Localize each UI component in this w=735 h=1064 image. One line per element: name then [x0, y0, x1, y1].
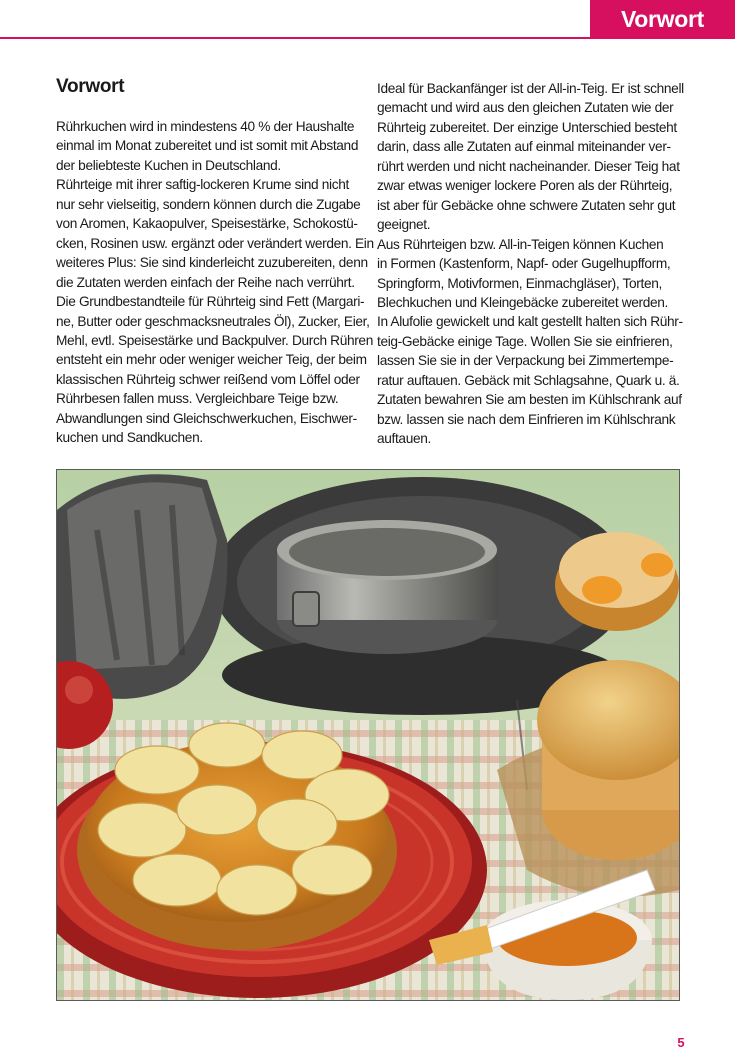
- text-line: von Aromen, Kakaopulver, Speisestärke, Schokostü-: [56, 216, 358, 232]
- page-heading: Vorwort: [56, 76, 125, 97]
- baking-photo: [56, 469, 680, 1001]
- text-line: Rührteig zubereitet. Der einzige Unterschied besteht: [377, 119, 677, 135]
- text-line: Die Grundbestandteile für Rührteig sind Fett (Margari-: [56, 294, 365, 310]
- text-line: Rührkuchen wird in mindestens 40 % der Haushalte: [56, 119, 355, 134]
- text-line: auftauen.: [377, 431, 431, 447]
- text-line: in Formen (Kastenform, Napf- oder Gugelhupfform,: [377, 256, 671, 272]
- text-line: geeignet.: [377, 217, 431, 233]
- section-tab: Vorwort: [590, 0, 735, 39]
- text-line: Zutaten bewahren Sie am besten im Kühlschrank auf: [377, 392, 682, 408]
- text-line: Abwandlungen sind Gleichschwerkuchen, Eischwer-: [56, 410, 357, 426]
- text-line: Blechkuchen und Kleingebäcke zubereitet werden.: [377, 294, 668, 310]
- text-line: rührt werden und nicht nacheinander. Dieser Teig hat: [377, 158, 680, 174]
- text-line: Mehl, evtl. Speisestärke und Backpulver. Durch Rühren: [56, 332, 373, 348]
- text-line: gemacht und wird aus den gleichen Zutaten wie der: [377, 100, 674, 116]
- text-line: Springform, Motivformen, Einmachgläser), Torten,: [377, 275, 662, 291]
- text-line: cken, Rosinen usw. ergänzt oder verändert werden. Ein: [56, 235, 374, 251]
- text-column-right: [377, 79, 684, 449]
- text-line: In Alufolie gewickelt und kalt gestellt halten sich Rühr-: [377, 314, 683, 330]
- text-line: die Zutaten werden einfach der Reihe nach verrührt.: [56, 274, 355, 290]
- text-line: zwar etwas weniger lockere Poren als der Rührteig,: [377, 178, 673, 194]
- text-line: entsteht ein mehr oder weniger weicher Teig, der beim: [56, 352, 367, 368]
- text-column-left: [56, 117, 374, 448]
- text-line: klassischen Rührteig schwer reißend vom Löffel oder: [56, 371, 360, 387]
- text-line: teig-Gebäcke einige Tage. Wollen Sie sie einfrieren,: [377, 333, 673, 349]
- text-line: nur sehr vielseitig, sondern können durch die Zugabe: [56, 196, 361, 212]
- page-number: 5: [677, 1035, 685, 1050]
- text-line: weiteres Plus: Sie sind kinderleicht zuzubereiten, denn: [56, 255, 368, 271]
- text-line: Ideal für Backanfänger ist der All-in-Teig. Er ist schnell: [377, 81, 684, 96]
- text-line: ne, Butter oder geschmacksneutrales Öl), Zucker, Eier,: [56, 313, 370, 329]
- text-line: der beliebteste Kuchen in Deutschland.: [56, 157, 281, 173]
- text-line: ist aber für Gebäcke ohne schwere Zutaten sehr gut: [377, 197, 676, 213]
- text-line: lassen Sie sie in der Verpackung bei Zimmertempe-: [377, 353, 674, 369]
- text-line: einmal im Monat zubereitet und ist somit mit Abstand: [56, 138, 359, 154]
- text-line: bzw. lassen sie nach dem Einfrieren im Kühlschrank: [377, 411, 676, 427]
- text-line: kuchen und Sandkuchen.: [56, 430, 203, 446]
- text-line: Rührbesen fallen muss. Vergleichbare Teige bzw.: [56, 391, 339, 407]
- text-line: Aus Rührteigen bzw. All-in-Teigen können Kuchen: [377, 236, 664, 252]
- text-line: darin, dass alle Zutaten auf einmal miteinander ver-: [377, 139, 671, 155]
- text-line: ratur auftauen. Gebäck mit Schlagsahne, Quark u. ä.: [377, 372, 680, 388]
- text-line: Rührteige mit ihrer saftig-lockeren Krume sind nicht: [56, 177, 349, 193]
